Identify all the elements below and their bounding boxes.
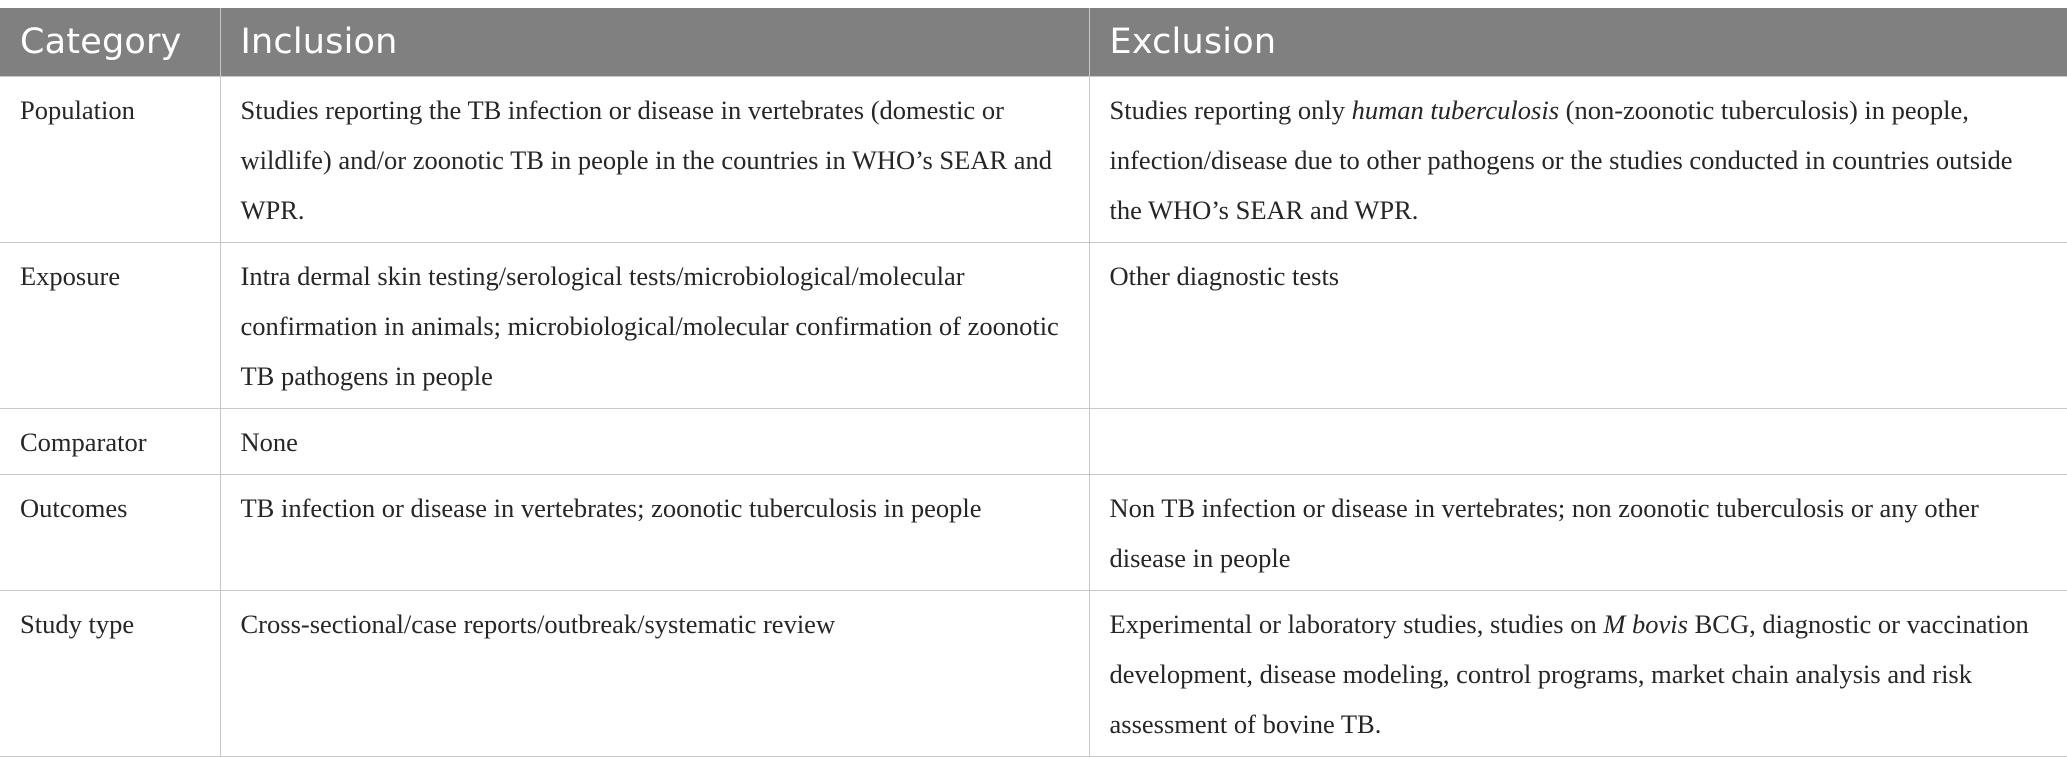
table-header-row bbox=[0, 8, 2067, 77]
inclusion-exclusion-criteria-table bbox=[0, 8, 2067, 757]
column-header-category: Category bbox=[0, 8, 220, 77]
exclusion-cell: Non TB infection or disease in vertebrates; non zoonotic tuberculosis or any other disease in people bbox=[1089, 475, 2067, 591]
exclusion-cell: Other diagnostic tests bbox=[1089, 243, 2067, 409]
table-row-outcomes bbox=[0, 475, 2067, 591]
table-row-comparator bbox=[0, 409, 2067, 475]
category-cell: Outcomes bbox=[0, 475, 220, 591]
criteria-table-container bbox=[0, 8, 2067, 757]
category-cell: Exposure bbox=[0, 243, 220, 409]
exclusion-cell bbox=[1089, 409, 2067, 475]
inclusion-cell: None bbox=[220, 409, 1089, 475]
column-header-inclusion: Inclusion bbox=[220, 8, 1089, 77]
exclusion-italic-term: M bovis bbox=[1603, 609, 1688, 639]
inclusion-cell: Intra dermal skin testing/serological tests/microbiological/molecular confirmation in animals; microbiological/molecular confirmation of zoonotic TB pathogens in people bbox=[220, 243, 1089, 409]
category-cell: Comparator bbox=[0, 409, 220, 475]
exclusion-text-part: Studies reporting only bbox=[1109, 95, 1352, 125]
exclusion-italic-term: human tuberculosis bbox=[1351, 95, 1560, 125]
exclusion-text-part: Experimental or laboratory studies, studies on bbox=[1109, 609, 1604, 639]
category-cell: Study type bbox=[0, 591, 220, 757]
table-row-study-type bbox=[0, 591, 2067, 757]
inclusion-cell: TB infection or disease in vertebrates; zoonotic tuberculosis in people bbox=[220, 475, 1089, 591]
exclusion-cell bbox=[1089, 591, 2067, 757]
exclusion-text-part: BCG, diagnostic or vaccination development, disease modeling, control programs, market chain analysis and risk assessment of bovine TB. bbox=[1109, 609, 2029, 739]
table-row-population bbox=[0, 77, 2067, 243]
inclusion-cell: Cross-sectional/case reports/outbreak/systematic review bbox=[220, 591, 1089, 757]
exclusion-text-part: (non-zoonotic tuberculosis) in people, infection/disease due to other pathogens or the studies conducted in countries outside the WHO’s SEAR and WPR. bbox=[1109, 95, 2013, 225]
exclusion-cell bbox=[1089, 77, 2067, 243]
column-header-exclusion: Exclusion bbox=[1089, 8, 2067, 77]
category-cell: Population bbox=[0, 77, 220, 243]
table-row-exposure bbox=[0, 243, 2067, 409]
inclusion-cell: Studies reporting the TB infection or disease in vertebrates (domestic or wildlife) and/or zoonotic TB in people in the countries in WHO’s SEAR and WPR. bbox=[220, 77, 1089, 243]
